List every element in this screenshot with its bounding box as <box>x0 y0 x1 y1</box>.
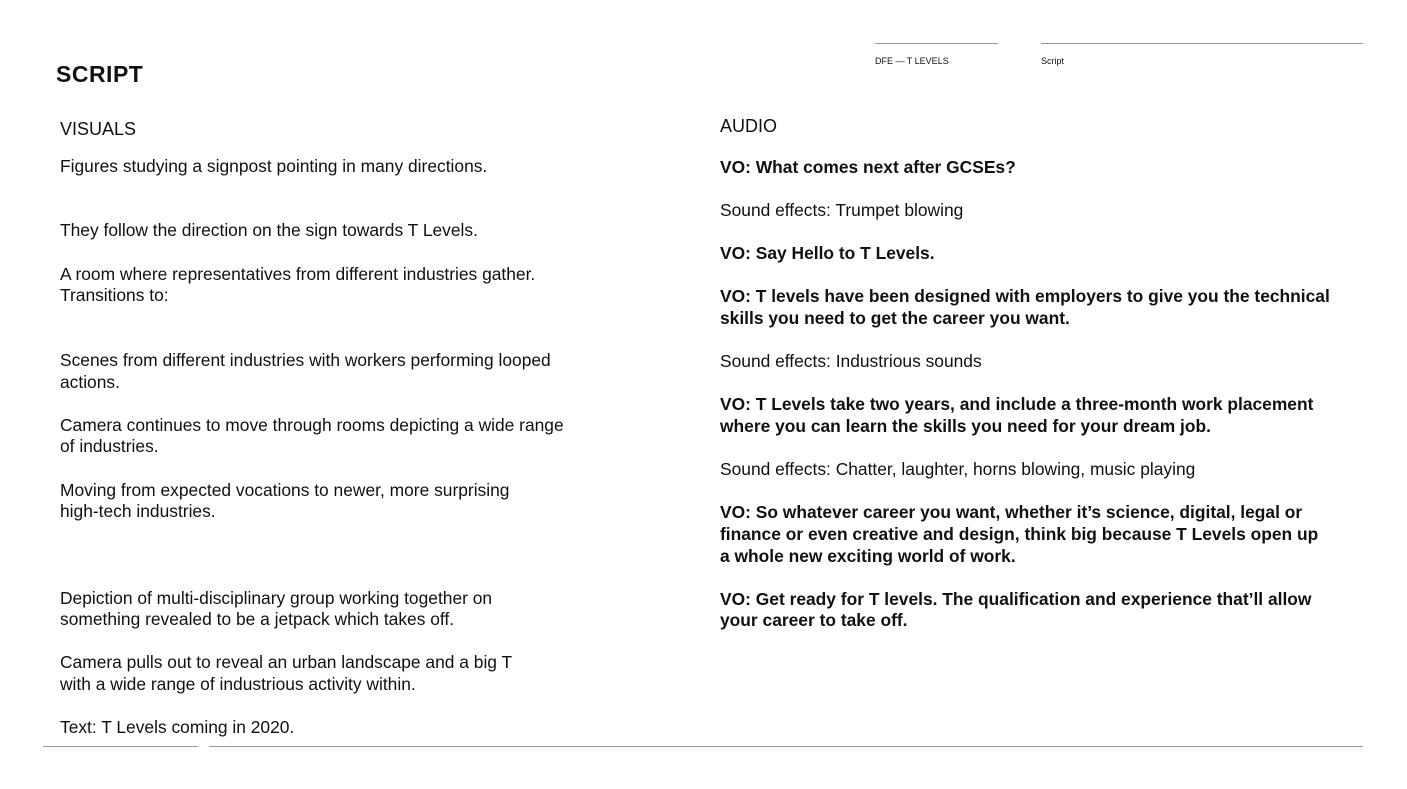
visuals-line: actions. <box>60 372 120 392</box>
visuals-line: Figures studying a signpost pointing in many directions. <box>60 156 488 176</box>
audio-line: VO: T Levels take two years, and include a three-month work placement <box>720 394 1314 414</box>
audio-column-header: AUDIO <box>720 116 778 136</box>
audio-line: skills you need to get the career you want. <box>720 308 1070 328</box>
visuals-column-header: VISUALS <box>60 119 137 139</box>
client-label: DFE — T LEVELS <box>875 43 998 67</box>
visuals-line: high-tech industries. <box>60 501 216 521</box>
audio-line: a whole new exciting world of work. <box>720 546 1016 566</box>
audio-line: VO: So whatever career you want, whether it’s science, digital, legal or <box>720 502 1303 522</box>
audio-line: finance or even creative and design, think big because T Levels open up <box>720 524 1319 544</box>
visuals-line: Moving from expected vocations to newer, more surprising <box>60 480 510 500</box>
audio-line: Sound effects: Industrious sounds <box>720 351 982 371</box>
visuals-line: of industries. <box>60 436 159 456</box>
audio-line: VO: Say Hello to T Levels. <box>720 243 935 263</box>
visuals-line: something revealed to be a jetpack which takes off. <box>60 609 455 629</box>
audio-line: Sound effects: Chatter, laughter, horns blowing, music playing <box>720 459 1196 479</box>
audio-line: VO: What comes next after GCSEs? <box>720 157 1016 177</box>
visuals-line: Camera pulls out to reveal an urban landscape and a big T <box>60 652 513 672</box>
audio-line: VO: Get ready for T levels. The qualification and experience that’ll allow <box>720 589 1312 609</box>
visuals-line: Scenes from different industries with workers performing looped <box>60 350 551 370</box>
footer-divider <box>43 746 198 747</box>
document-label: Script <box>1041 43 1363 67</box>
visuals-line: Camera continues to move through rooms depicting a wide range <box>60 415 564 435</box>
audio-line: where you can learn the skills you need for your dream job. <box>720 416 1211 436</box>
footer-divider <box>209 746 1363 747</box>
visuals-line: Transitions to: <box>60 285 169 305</box>
page-title: SCRIPT <box>56 61 144 87</box>
visuals-line: Depiction of multi-disciplinary group working together on <box>60 588 493 608</box>
audio-line: VO: T levels have been designed with employers to give you the technical <box>720 286 1330 306</box>
visuals-line: They follow the direction on the sign towards T Levels. <box>60 220 478 240</box>
visuals-line: A room where representatives from different industries gather. <box>60 264 536 284</box>
visuals-line: Text: T Levels coming in 2020. <box>60 717 295 737</box>
audio-line: Sound effects: Trumpet blowing <box>720 200 964 220</box>
audio-line: your career to take off. <box>720 610 908 630</box>
visuals-line: with a wide range of industrious activity within. <box>60 674 416 694</box>
